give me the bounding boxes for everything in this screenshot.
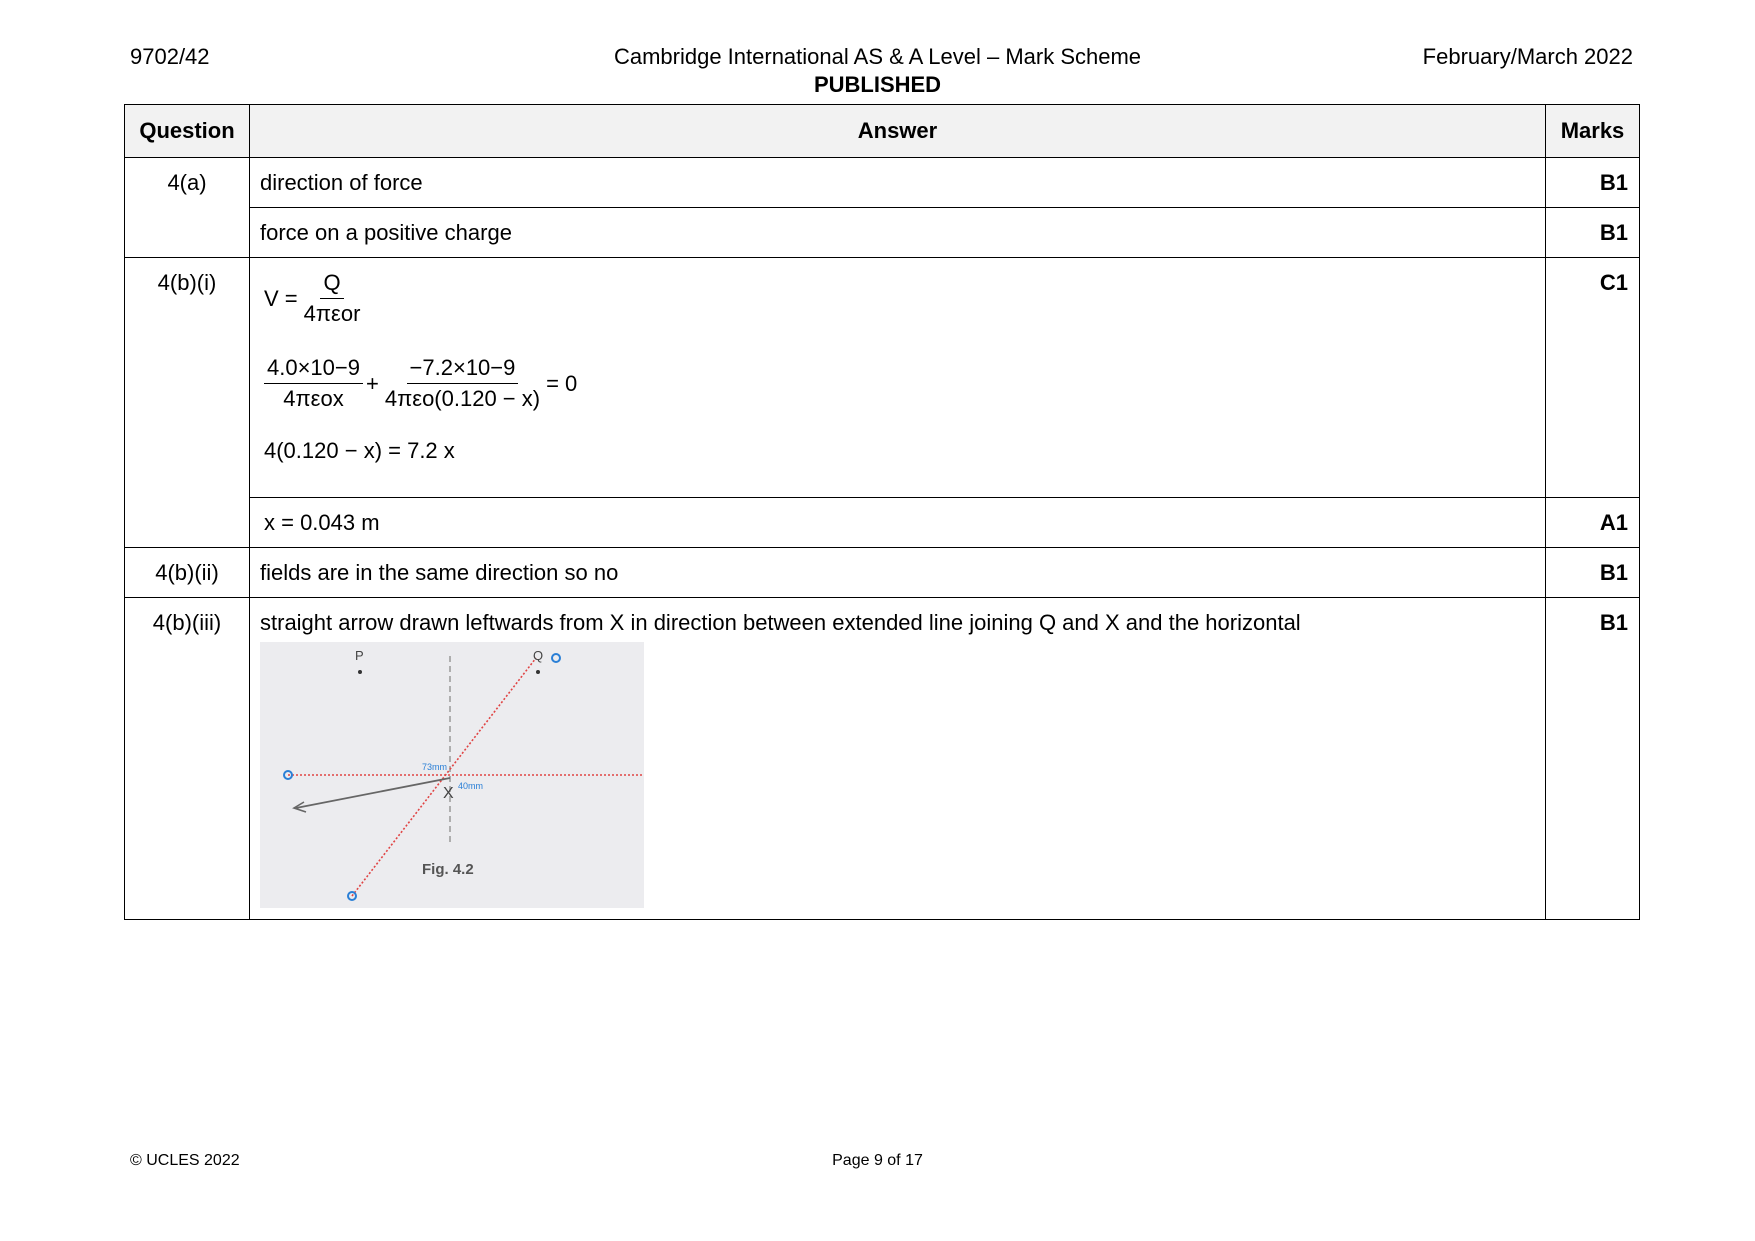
- question-number: 4(a): [125, 158, 250, 258]
- table-row: [125, 498, 1640, 548]
- question-number: 4(b)(iii): [125, 598, 250, 920]
- session-date: February/March 2022: [1422, 44, 1633, 69]
- mark-code: B1: [1546, 208, 1640, 258]
- mark-code: A1: [1546, 498, 1640, 548]
- answer-text: direction of force: [250, 158, 1546, 208]
- fig-4-2-diagram: [260, 642, 644, 908]
- fraction-denominator: 4πεo(0.120 − x): [384, 386, 541, 411]
- fraction: [301, 270, 364, 327]
- fraction-denominator: 4πεox: [283, 386, 344, 411]
- answer-cell: [250, 598, 1546, 920]
- fraction-numerator: 4.0×10−9: [264, 355, 363, 384]
- fraction: [264, 355, 363, 412]
- question-number: 4(b)(ii): [125, 548, 250, 598]
- fraction-numerator: −7.2×10−9: [407, 355, 519, 384]
- question-column-header: Question: [125, 105, 250, 158]
- question-number: 4(b)(i): [125, 258, 250, 548]
- fraction-numerator: Q: [320, 270, 343, 299]
- document-title: Cambridge International AS & A Level – Mark Scheme: [613, 44, 1142, 69]
- answer-text: fields are in the same direction so no: [250, 548, 1546, 598]
- table-row: [125, 598, 1640, 920]
- marks-column-header: Marks: [1546, 105, 1640, 158]
- equation-rhs: = 0: [546, 370, 578, 396]
- figure-caption: Fig. 4.2: [422, 861, 474, 878]
- table-row: [125, 208, 1640, 258]
- equation-potential: [264, 270, 1535, 327]
- equation-sum: [264, 355, 1535, 412]
- equation-lhs: V =: [264, 285, 298, 311]
- angle-annotation: 40mm: [458, 781, 484, 791]
- mark-code: B1: [1546, 548, 1640, 598]
- table-row: [125, 158, 1640, 208]
- fraction-denominator: 4πεor: [303, 301, 361, 326]
- angle-annotation: 73mm: [422, 762, 448, 772]
- label-x: X: [443, 785, 454, 802]
- answer-text: straight arrow drawn leftwards from X in direction between extended line joining Q and X and the horizontal: [260, 610, 1301, 635]
- mark-code: C1: [1546, 258, 1640, 498]
- fraction: [382, 355, 543, 412]
- answer-text: x = 0.043 m: [250, 498, 1546, 548]
- table-row: [125, 258, 1640, 498]
- mark-code: B1: [1546, 158, 1640, 208]
- plus-sign: +: [365, 370, 379, 396]
- mark-code: B1: [1546, 598, 1640, 920]
- equation-rearranged: 4(0.120 − x) = 7.2 x: [264, 438, 455, 463]
- published-label: PUBLISHED: [813, 72, 942, 97]
- page-number: Page 9 of 17: [832, 1152, 923, 1169]
- point-q-dot: [536, 670, 540, 674]
- table-row: [125, 548, 1640, 598]
- copyright: © UCLES 2022: [130, 1152, 240, 1169]
- paper-code: 9702/42: [130, 44, 210, 69]
- answer-text: force on a positive charge: [250, 208, 1546, 258]
- answer-column-header: Answer: [250, 105, 1546, 158]
- label-p: P: [355, 648, 364, 663]
- table-header-row: [125, 105, 1640, 158]
- mark-scheme-table: [124, 104, 1640, 920]
- working-equations: [250, 258, 1546, 498]
- point-p-dot: [358, 670, 362, 674]
- label-q: Q: [533, 648, 544, 663]
